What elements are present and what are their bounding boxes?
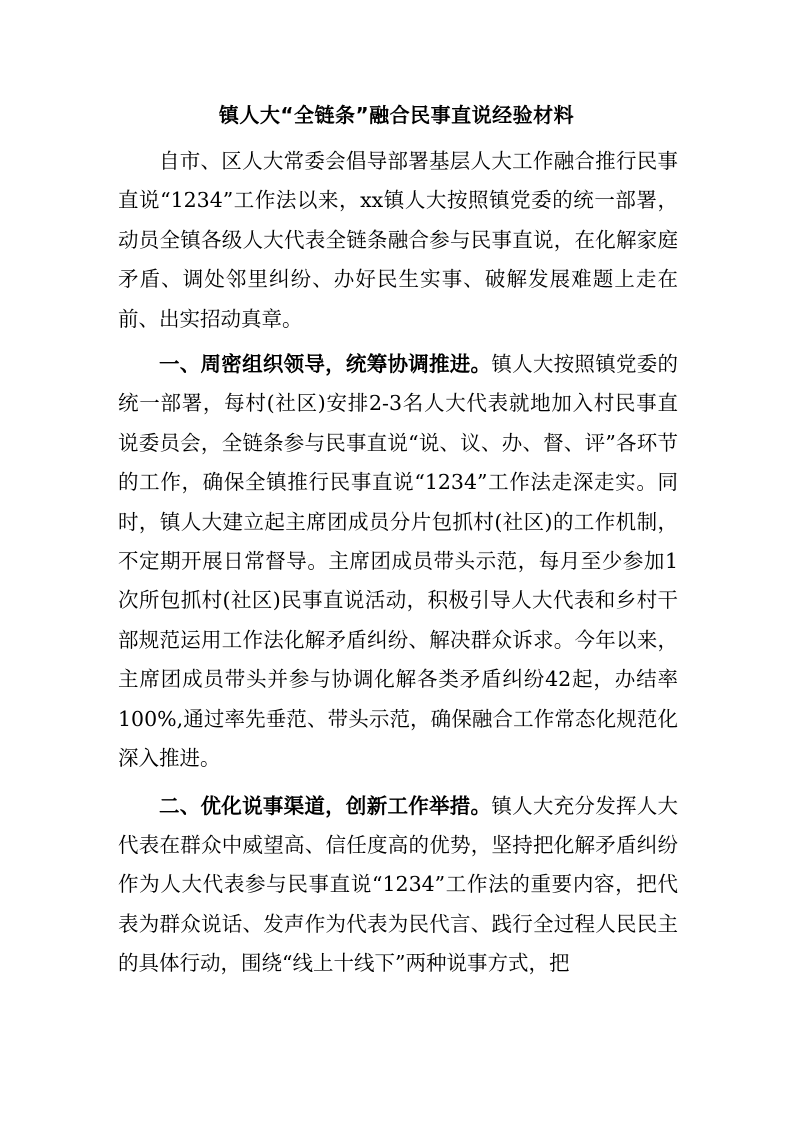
paragraph-section-1: [118, 345, 678, 778]
document-body: [118, 142, 678, 992]
section-2-text: 镇人大充分发挥人大代表在群众中威望高、信任度高的优势，坚持把化解矛盾纠纷作为人大代表参与民事直说“1234”工作法的重要内容，把代表为群众说话、发声作为代表为民代言、践行全过程人民民主的具体行动，围绕“线上十线下”两种说事方式，把: [118, 793, 679, 976]
section-1-heading: 一、周密组织领导，统筹协调推进。: [159, 352, 492, 377]
section-1-text: 镇人大按照镇党委的统一部署，每村(社区)安排2-3名人大代表就地加入村民事直说委员会，全链条参与民事直说“说、议、办、督、评”各环节的工作，确保全镇推行民事直说“1234”工作法走深走实。同时，镇人大建立起主席团成员分片包抓村(社区)的工作机制，不定期开展日常督导。主席团成员带头示范，每月至少参加1次所包抓村(社区)民事直说活动，积极引导人大代表和乡村干部规范运用工作法化解矛盾纠纷、解决群众诉求。今年以来，主席团成员带头并参与协调化解各类矛盾纠纷42起，办结率100%,通过率先垂范、带头示范，确保融合工作常态化规范化深入推进。: [118, 352, 679, 771]
paragraph-intro-text: 自市、区人大常委会倡导部署基层人大工作融合推行民事直说“1234”工作法以来，xx镇人大按照镇党委的统一部署，动员全镇各级人大代表全链条融合参与民事直说，在化解家庭矛盾、调处邻里纠纷、办好民生实事、破解发展难题上走在前、出实招动真章。: [118, 149, 678, 331]
paragraph-intro: [118, 142, 678, 339]
paragraph-section-2: [118, 787, 678, 984]
section-2-heading: 二、优化说事渠道，创新工作举措。: [159, 793, 492, 818]
document-title: 镇人大“全链条”融合民事直说经验材料: [218, 103, 575, 127]
